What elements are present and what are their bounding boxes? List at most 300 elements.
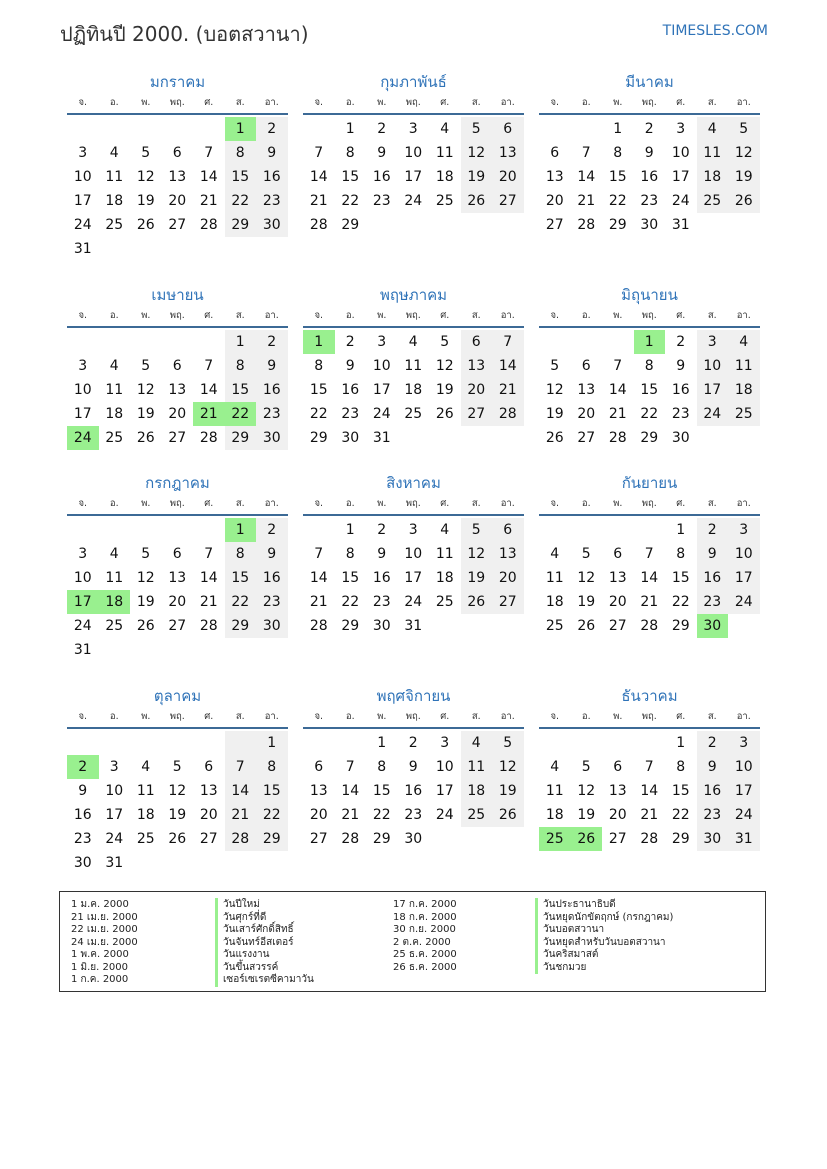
day-cell: 8 [345,145,355,161]
empty-cell [193,518,225,542]
day-cell: 15 [256,779,288,803]
day-cell: 3 [78,546,88,562]
day-cell: 15 [225,165,257,189]
day-cell: 4 [697,117,729,141]
month-name: มกราคม [149,73,206,91]
weekday-label: จ. [550,711,560,722]
empty-cell [602,518,634,542]
empty-cell [728,614,760,638]
day-cell: 3 [78,358,88,374]
day-cell: 17 [404,570,423,586]
day-cell: 8 [676,759,686,775]
weekday-label: ส. [707,310,717,321]
empty-cell [728,426,760,450]
day-grid [67,731,288,875]
weekday-label: พฤ. [641,310,657,321]
empty-cell [571,117,603,141]
day-cell: 4 [461,731,493,755]
day-cell: 12 [577,570,596,586]
day-cell: 15 [309,382,328,398]
day-cell: 19 [461,165,493,189]
day-cell: 14 [199,570,218,586]
empty-cell [303,731,335,755]
empty-cell [99,117,131,141]
day-cell: 26 [461,590,493,614]
day-cell: 5 [141,358,151,374]
day-cell: 7 [204,546,214,562]
day-cell: 18 [728,378,760,402]
month-calendar [539,472,760,638]
weekday-label: พ. [613,711,623,722]
day-cell: 9 [676,358,686,374]
empty-cell [492,213,524,237]
day-cell: 3 [109,759,119,775]
day-cell: 7 [314,145,324,161]
day-cell: 8 [314,358,324,374]
day-cell: 12 [728,141,760,165]
day-cell: 29 [372,831,391,847]
weekday-header [303,709,524,725]
day-cell: 24 [697,402,729,426]
weekday-label: จ. [314,310,324,321]
legend-date: 1 ก.ค. 2000 [71,974,129,985]
day-cell: 12 [136,570,155,586]
weekday-label: อ. [581,711,591,722]
day-grid [539,731,760,851]
weekday-label: พฤ. [641,97,657,108]
day-cell: 3 [676,121,686,137]
day-cell: 29 [341,618,360,634]
day-cell: 8 [225,542,257,566]
weekday-label: พ. [377,310,387,321]
legend-holiday-name: วันหยุดนักขัตฤกษ์ (กรกฎาคม) [543,911,674,923]
day-cell: 13 [461,354,493,378]
day-cell: 9 [256,542,288,566]
day-cell: 14 [309,169,328,185]
day-cell: 26 [136,618,155,634]
day-cell: 2 [644,121,654,137]
day-cell: 11 [105,169,124,185]
empty-cell [539,330,571,354]
day-cell: 13 [577,382,596,398]
day-cell: 25 [435,193,454,209]
day-cell: 10 [404,145,423,161]
day-cell: 16 [697,779,729,803]
weekday-label: พฤ. [405,498,421,509]
day-cell: 5 [461,518,493,542]
weekday-header [539,308,760,324]
day-cell: 9 [377,546,387,562]
empty-cell [99,638,131,662]
day-cell: 25 [105,618,124,634]
day-cell: 5 [550,358,560,374]
day-cell: 14 [608,382,627,398]
day-cell: 5 [581,546,591,562]
weekday-label: อ. [109,711,119,722]
day-cell: 1 [676,735,686,751]
day-cell: 28 [309,217,328,233]
header-divider [67,113,288,115]
weekday-label: พ. [613,498,623,509]
empty-cell [67,330,99,354]
legend-date: 2 ต.ค. 2000 [393,936,451,948]
day-cell: 13 [608,783,627,799]
weekday-label: ส. [471,310,481,321]
day-cell: 1 [345,121,355,137]
day-cell: 4 [408,334,418,350]
empty-cell [162,851,194,875]
day-grid [303,330,524,450]
day-cell: 3 [408,522,418,538]
weekday-label: อา. [736,310,751,321]
day-cell: 30 [256,614,288,638]
day-cell: 12 [136,382,155,398]
holiday-day: 21 [193,402,225,426]
weekday-label: อ. [109,498,119,509]
month-name: พฤศจิกายน [376,687,451,705]
empty-cell [256,237,288,261]
day-cell: 22 [640,406,659,422]
weekday-label: จ. [78,711,88,722]
day-cell: 21 [640,807,659,823]
day-cell: 27 [492,189,524,213]
day-cell: 23 [404,807,423,823]
day-cell: 1 [676,522,686,538]
legend-dates-col1 [71,899,138,987]
day-cell: 16 [256,378,288,402]
day-cell: 9 [78,783,88,799]
day-cell: 4 [440,522,450,538]
empty-cell [256,851,288,875]
weekday-label: พฤ. [405,97,421,108]
empty-cell [130,330,162,354]
month-calendar [303,685,524,851]
day-cell: 28 [492,402,524,426]
day-cell: 18 [435,570,454,586]
month-name: มิถุนายน [621,286,678,304]
empty-cell [193,851,225,875]
day-cell: 29 [671,831,690,847]
day-cell: 30 [256,213,288,237]
day-cell: 1 [377,735,387,751]
holiday-day: 25 [539,827,571,851]
day-cell: 11 [435,145,454,161]
day-cell: 28 [341,831,360,847]
day-cell: 8 [345,546,355,562]
empty-cell [539,518,571,542]
day-cell: 22 [671,807,690,823]
weekday-label: จ. [550,498,560,509]
day-cell: 19 [545,406,564,422]
month-calendar [303,472,524,638]
day-cell: 18 [105,406,124,422]
day-cell: 27 [545,217,564,233]
empty-cell [602,731,634,755]
day-cell: 29 [640,430,659,446]
empty-cell [461,426,493,450]
weekday-header [303,95,524,111]
empty-cell [728,213,760,237]
day-cell: 16 [404,783,423,799]
day-cell: 18 [136,807,155,823]
empty-cell [99,330,131,354]
day-cell: 2 [408,735,418,751]
day-cell: 18 [545,594,564,610]
day-cell: 22 [372,807,391,823]
day-cell: 5 [440,334,450,350]
day-cell: 31 [73,241,92,257]
day-cell: 24 [404,193,423,209]
day-cell: 4 [440,121,450,137]
day-cell: 17 [105,807,124,823]
weekday-label: อ. [345,498,355,509]
header-divider [303,727,524,729]
empty-cell [99,237,131,261]
day-cell: 9 [408,759,418,775]
day-cell: 6 [314,759,324,775]
weekday-label: ศ. [676,97,686,108]
day-cell: 8 [225,141,257,165]
day-cell: 28 [199,618,218,634]
day-cell: 7 [314,546,324,562]
day-cell: 15 [608,169,627,185]
weekday-label: ส. [235,97,245,108]
header-divider [303,113,524,115]
day-cell: 11 [435,546,454,562]
day-cell: 17 [697,378,729,402]
day-cell: 23 [73,831,92,847]
day-cell: 19 [168,807,187,823]
empty-cell [461,614,493,638]
day-cell: 19 [728,165,760,189]
day-cell: 15 [341,570,360,586]
day-grid [67,330,288,450]
legend-date: 1 พ.ค. 2000 [71,949,129,960]
empty-cell [571,330,603,354]
day-cell: 26 [461,189,493,213]
day-cell: 3 [440,735,450,751]
day-cell: 31 [671,217,690,233]
empty-cell [461,213,493,237]
weekday-label: พ. [377,97,387,108]
day-cell: 29 [309,430,328,446]
day-cell: 19 [577,807,596,823]
day-cell: 24 [435,807,454,823]
day-cell: 11 [728,354,760,378]
day-cell: 10 [435,759,454,775]
weekday-label: ศ. [204,310,214,321]
day-cell: 12 [461,542,493,566]
empty-cell [429,614,461,638]
day-cell: 28 [199,217,218,233]
weekday-label: อา. [500,310,515,321]
day-cell: 7 [204,145,214,161]
day-cell: 18 [404,382,423,398]
day-cell: 13 [545,169,564,185]
day-cell: 5 [728,117,760,141]
day-cell: 14 [309,570,328,586]
day-cell: 12 [136,169,155,185]
holiday-day: 18 [99,590,131,614]
empty-cell [130,518,162,542]
empty-cell [67,117,99,141]
month-name: กุมภาพันธ์ [380,73,447,91]
day-cell: 28 [577,217,596,233]
day-cell: 4 [109,546,119,562]
day-cell: 26 [577,618,596,634]
day-cell: 4 [550,759,560,775]
day-cell: 17 [372,382,391,398]
weekday-label: อา. [500,97,515,108]
day-grid [303,518,524,638]
day-cell: 3 [728,518,760,542]
weekday-label: อา. [264,498,279,509]
weekday-label: จ. [550,310,560,321]
weekday-label: อา. [500,711,515,722]
day-cell: 10 [372,358,391,374]
day-cell: 24 [671,193,690,209]
weekday-label: ศ. [204,97,214,108]
weekday-label: อา. [736,711,751,722]
day-cell: 16 [697,566,729,590]
day-cell: 6 [550,145,560,161]
day-cell: 21 [309,594,328,610]
day-cell: 17 [73,406,92,422]
holiday-day: 22 [225,402,257,426]
day-cell: 18 [697,165,729,189]
weekday-label: ส. [235,498,245,509]
empty-cell [193,237,225,261]
legend-holiday-name: เซอร์เซเรตซีคามาวัน [223,974,314,985]
month-name: สิงหาคม [386,474,441,492]
weekday-label: พฤ. [169,310,185,321]
day-cell: 29 [225,426,257,450]
weekday-label: อ. [345,97,355,108]
holiday-day: 2 [67,755,99,779]
weekday-label: ศ. [440,711,450,722]
day-cell: 16 [73,807,92,823]
header-divider [303,326,524,328]
day-cell: 18 [545,807,564,823]
day-cell: 24 [73,217,92,233]
holiday-day: 1 [303,330,335,354]
day-cell: 8 [225,354,257,378]
day-cell: 7 [204,358,214,374]
day-cell: 2 [697,731,729,755]
month-calendar [67,685,288,875]
weekday-label: พ. [141,97,151,108]
legend-holiday-name: วันคริสมาสต์ [543,949,599,960]
day-cell: 14 [577,169,596,185]
day-cell: 22 [225,590,257,614]
day-cell: 8 [256,755,288,779]
weekday-label: อา. [736,498,751,509]
day-cell: 11 [136,783,155,799]
day-cell: 15 [671,783,690,799]
day-cell: 14 [640,570,659,586]
day-cell: 27 [168,618,187,634]
legend-date: 1 มิ.ย. 2000 [71,961,128,973]
weekday-label: อ. [109,97,119,108]
day-cell: 10 [404,546,423,562]
legend-holiday-name: วันศุกร์ที่ดี [223,911,267,923]
day-cell: 13 [168,382,187,398]
day-cell: 21 [640,594,659,610]
header-divider [67,514,288,516]
empty-cell [162,731,194,755]
day-cell: 23 [256,590,288,614]
day-cell: 17 [435,783,454,799]
day-cell: 13 [309,783,328,799]
day-cell: 10 [728,755,760,779]
empty-cell [193,117,225,141]
weekday-label: ส. [471,711,481,722]
holiday-day: 24 [67,426,99,450]
day-cell: 13 [492,141,524,165]
weekday-label: อา. [736,97,751,108]
day-cell: 8 [613,145,623,161]
day-cell: 22 [256,803,288,827]
weekday-label: จ. [314,97,324,108]
legend-holiday-name: วันแรงงาน [223,949,270,960]
weekday-label: ส. [707,498,717,509]
day-cell: 20 [461,378,493,402]
weekday-label: อา. [500,498,515,509]
weekday-label: ศ. [204,711,214,722]
day-cell: 29 [341,217,360,233]
empty-cell [602,330,634,354]
weekday-label: ส. [707,97,717,108]
day-cell: 11 [404,358,423,374]
weekday-label: อ. [109,310,119,321]
month-calendar [303,284,524,450]
holiday-day: 1 [634,330,666,354]
day-cell: 1 [613,121,623,137]
day-cell: 28 [608,430,627,446]
day-cell: 6 [204,759,214,775]
legend-holiday-name: วันชกมวย [543,961,587,973]
day-cell: 31 [73,642,92,658]
day-cell: 25 [136,831,155,847]
weekday-label: ส. [707,711,717,722]
legend-date: 17 ก.ค. 2000 [393,899,457,910]
day-cell: 3 [78,145,88,161]
day-cell: 6 [613,546,623,562]
day-cell: 25 [461,803,493,827]
empty-cell [225,851,257,875]
day-cell: 28 [309,618,328,634]
weekday-header [303,496,524,512]
empty-cell [130,638,162,662]
day-cell: 6 [492,117,524,141]
day-cell: 30 [697,827,729,851]
weekday-label: จ. [314,711,324,722]
weekday-label: ศ. [676,498,686,509]
empty-cell [303,518,335,542]
day-cell: 19 [435,382,454,398]
day-cell: 10 [671,145,690,161]
day-cell: 20 [168,193,187,209]
day-cell: 16 [671,382,690,398]
brand-link[interactable]: TIMESLES.COM [662,23,768,39]
day-cell: 22 [225,189,257,213]
day-cell: 5 [141,145,151,161]
day-cell: 12 [168,783,187,799]
empty-cell [571,731,603,755]
weekday-label: อา. [264,711,279,722]
day-cell: 25 [105,430,124,446]
day-cell: 8 [676,546,686,562]
